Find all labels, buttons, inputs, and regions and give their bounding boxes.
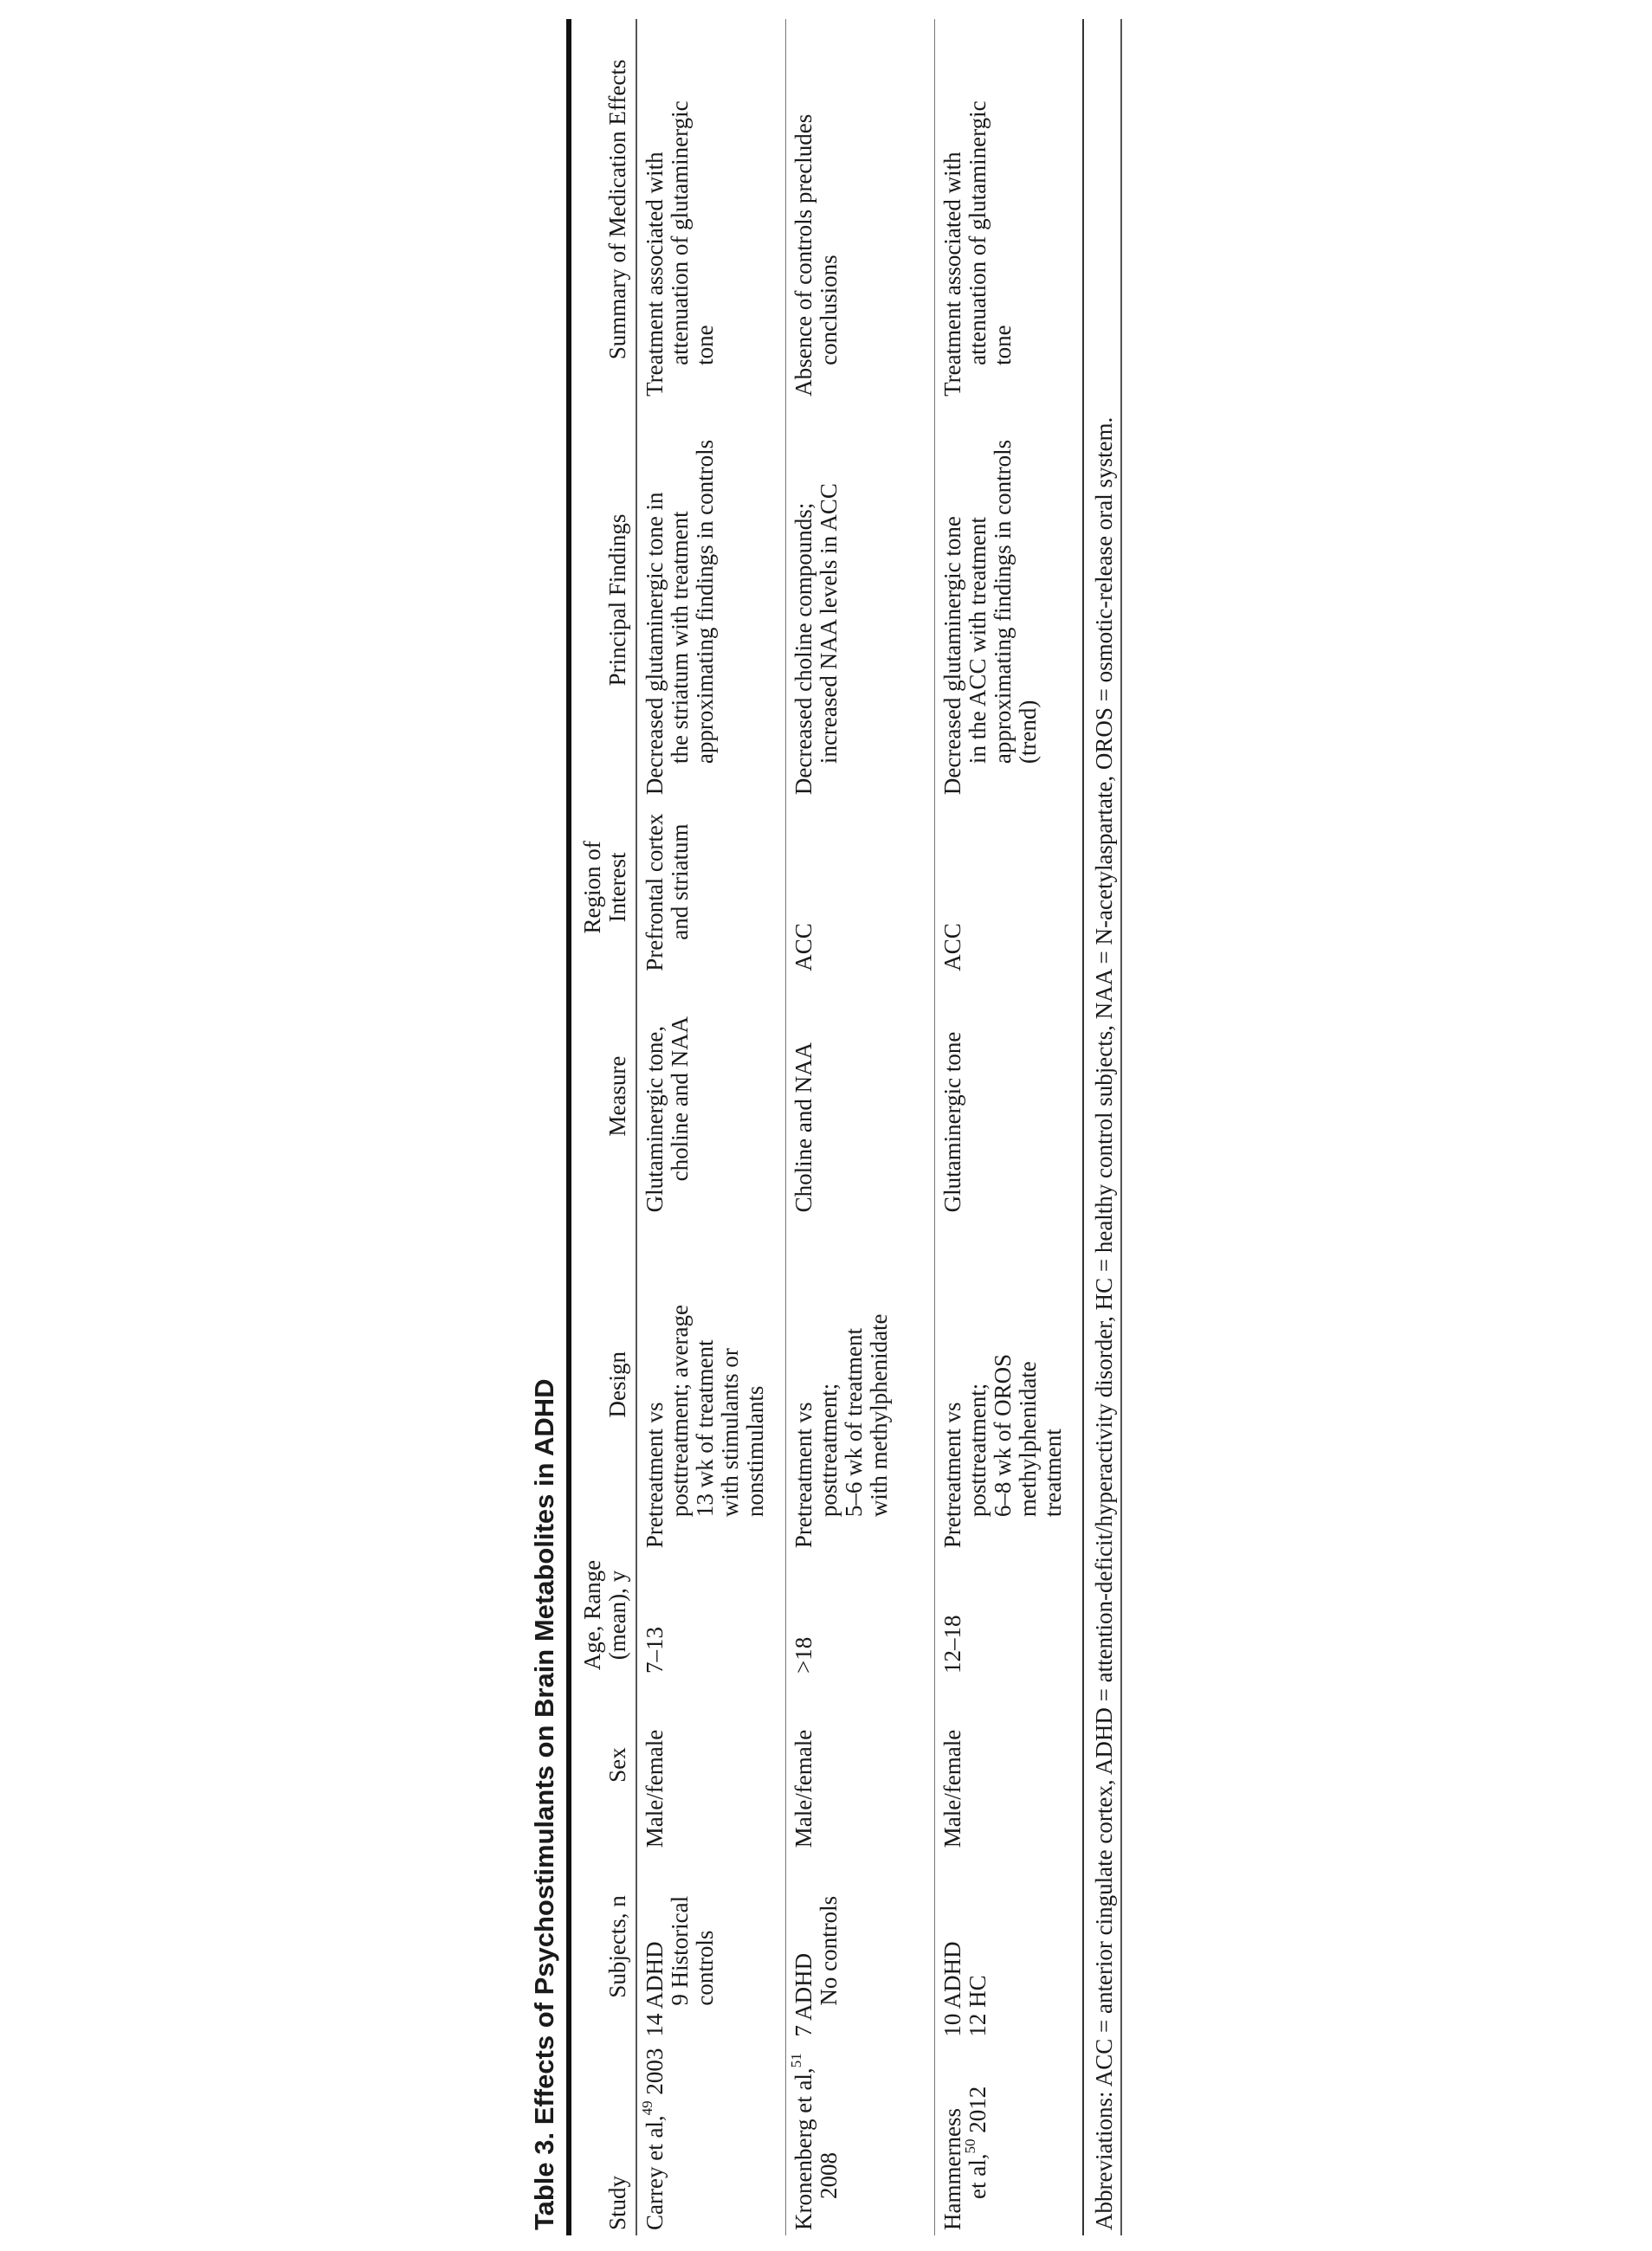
cell-region	[934, 800, 1083, 977]
header-subjects: Subjects, n	[571, 1853, 636, 2041]
cell-region	[636, 800, 785, 977]
cell-age: 12–18	[934, 1553, 1083, 1679]
cell-sex: Male/female	[785, 1679, 934, 1853]
design-line: treatment	[1039, 1429, 1066, 1518]
header-age-line2: (mean), y	[604, 1570, 630, 1661]
summary-line: tone	[692, 325, 718, 365]
header-row	[571, 19, 636, 2235]
subjects-line: 7 ADHD	[790, 1952, 816, 2037]
design-line: posttreatment; average	[667, 1305, 693, 1518]
study-name: Carrey et al,	[642, 2115, 668, 2230]
findings-line: increased NAA levels in ACC	[815, 483, 842, 764]
table-row	[785, 19, 934, 2235]
table-row	[636, 19, 785, 2235]
cell-design	[934, 1217, 1083, 1553]
table-title: Table 3. Effects of Psychostimulants on Brain Metabolites in ADHD	[529, 1378, 559, 2230]
cell-design	[785, 1217, 934, 1553]
design-line: posttreatment;	[964, 1383, 991, 1518]
study-ref: 50	[961, 2138, 978, 2154]
cell-region	[785, 800, 934, 977]
findings-line: Decreased glutaminergic tone	[939, 516, 965, 796]
findings-line: (trend)	[1014, 700, 1041, 764]
subjects-line: 9 Historical	[667, 1895, 693, 2006]
header-age	[571, 1553, 636, 1679]
cell-findings	[785, 402, 934, 800]
measure-line: Glutaminergic tone	[939, 1031, 965, 1213]
design-line: methylphenidate	[1014, 1361, 1041, 1518]
study-name: Hammerness	[939, 2108, 965, 2230]
cell-study	[785, 2042, 934, 2235]
header-summary: Summary of Medication Effects	[571, 19, 636, 402]
cell-summary	[785, 19, 934, 402]
cell-study	[934, 2042, 1083, 2235]
subjects-line: controls	[692, 1930, 718, 2006]
design-line: nonstimulants	[742, 1385, 768, 1518]
cell-findings	[636, 402, 785, 800]
header-measure: Measure	[571, 977, 636, 1218]
cell-subjects	[934, 1853, 1083, 2041]
study-year: 2012	[964, 2086, 991, 2139]
findings-line: the striatum with treatment	[667, 511, 693, 764]
design-line: with stimulants or	[717, 1348, 743, 1518]
findings-line: approximating findings in controls	[692, 439, 718, 764]
measure-line: Glutaminergic tone,	[642, 1025, 668, 1213]
design-line: posttreatment;	[815, 1383, 842, 1518]
findings-line: in the ACC with treatment	[964, 517, 991, 764]
study-name-line	[787, 2046, 816, 2230]
cell-sex: Male/female	[642, 1729, 668, 1848]
cell-summary	[636, 19, 785, 402]
design-line: 6–8 wk of OROS	[989, 1353, 1016, 1518]
summary-line: Treatment associated with	[939, 152, 965, 397]
table-footnote: Abbreviations: ACC = anterior cingulate cortex, ADHD = attention-deficit/hyperactivity disorder, HC = healthy control subjects, NAA = N-acetylaspartate, OROS = osmotic-release oral system.	[1084, 19, 1122, 2235]
subjects-line: 12 HC	[964, 1975, 991, 2037]
findings-line: Decreased glutaminergic tone in	[642, 492, 668, 796]
header-design: Design	[571, 1217, 636, 1553]
study-year: 2008	[815, 2152, 842, 2199]
cell-measure	[636, 977, 785, 1218]
cell-design	[636, 1217, 785, 1553]
summary-line: attenuation of glutaminergic	[964, 100, 991, 365]
region-line: ACC	[790, 923, 816, 971]
header-region: Region of Interest	[571, 800, 636, 977]
summary-line: tone	[989, 325, 1016, 365]
cell-measure	[934, 977, 1083, 1218]
cell-subjects	[636, 1853, 785, 2041]
header-age-line1: Age, Range	[579, 1559, 605, 1671]
cell-age: >18	[785, 1553, 934, 1679]
findings-line: approximating findings in controls	[989, 439, 1016, 764]
region-line: and striatum	[667, 823, 693, 940]
cell-measure	[785, 977, 934, 1218]
region-line: Prefrontal cortex	[642, 813, 668, 971]
cell-subjects	[785, 1853, 934, 2041]
cell-findings	[934, 402, 1083, 800]
design-line: 5–6 wk of treatment	[840, 1327, 867, 1518]
design-line: 13 wk of treatment	[692, 1339, 718, 1518]
study-ref: 51	[787, 2053, 804, 2068]
design-line: Pretreatment vs	[939, 1402, 965, 1549]
cell-summary	[934, 19, 1083, 402]
measure-line: Choline and NAA	[790, 1042, 816, 1213]
cell-study	[636, 2042, 785, 2235]
summary-line: Treatment associated with	[642, 152, 668, 397]
cell-sex: Male/female	[934, 1679, 1083, 1853]
data-table	[571, 19, 1084, 2235]
header-findings: Principal Findings	[571, 402, 636, 800]
subjects-line: 10 ADHD	[939, 1941, 965, 2037]
measure-line: choline and NAA	[667, 1016, 693, 1182]
study-name-line2	[961, 2046, 991, 2230]
design-line: Pretreatment vs	[790, 1402, 816, 1549]
table-title-row	[528, 19, 571, 2235]
design-line: with methylphenidate	[865, 1313, 892, 1518]
subjects-line: No controls	[815, 1895, 842, 2006]
study-ref: 49	[639, 2100, 655, 2116]
design-line: Pretreatment vs	[642, 1402, 668, 1549]
summary-line: attenuation of glutaminergic	[667, 100, 693, 365]
findings-line: Decreased choline compounds;	[790, 502, 816, 796]
summary-line: conclusions	[815, 255, 842, 365]
study-year: 2003	[642, 2048, 668, 2101]
table-container	[528, 19, 1122, 2235]
header-sex: Sex	[571, 1679, 636, 1853]
table-row	[934, 19, 1083, 2235]
header-study: Study	[571, 2042, 636, 2235]
subjects-line: 14 ADHD	[642, 1941, 668, 2037]
study-name-tail: et al,	[964, 2153, 991, 2199]
summary-line: Absence of controls precludes	[790, 113, 816, 397]
region-line: ACC	[939, 923, 965, 971]
study-name: Kronenberg et al,	[790, 2067, 816, 2230]
cell-age: 7–13	[642, 1626, 668, 1674]
